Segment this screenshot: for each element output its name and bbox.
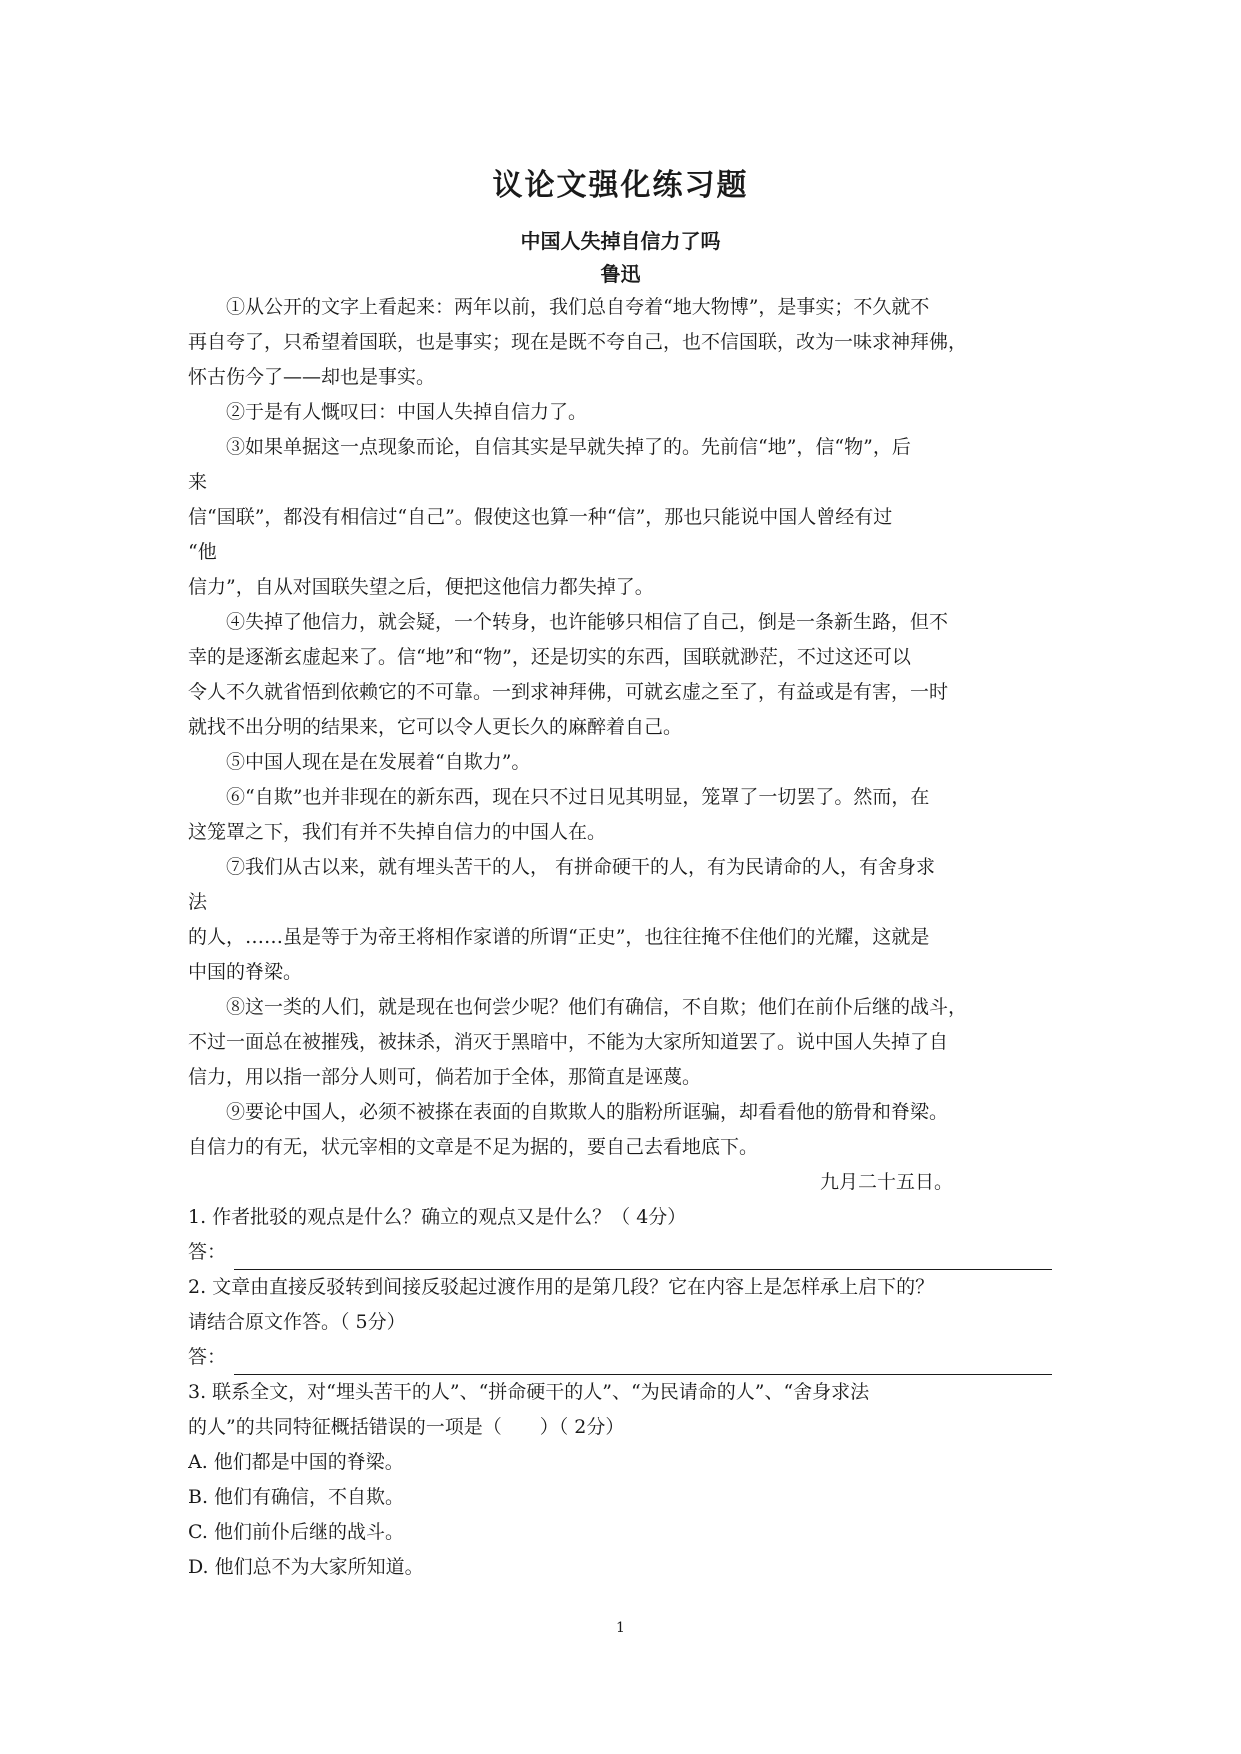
- passage-line: ⑧这一类的人们，就是现在也何尝少呢？他们有确信，不自欺；他们在前仆后继的战斗，: [226, 996, 968, 1018]
- passage-line: 再自夸了，只希望着国联，也是事实；现在是既不夸自己，也不信国联，改为一味求神拜佛，: [188, 331, 968, 353]
- passage-line: ④失掉了他信力，就会疑，一个转身，也许能够只相信了自己，倒是一条新生路，但不: [226, 611, 949, 633]
- answer-line-1: [188, 1235, 1052, 1270]
- passage-line: ⑥“自欺”也并非现在的新东西，现在只不过日见其明显，笼罩了一切罢了。然而，在: [226, 786, 930, 808]
- passage-line: ⑤中国人现在是在发展着“自欺力”。: [226, 751, 531, 773]
- passage-line: 怀古伤今了——却也是事实。: [188, 366, 436, 388]
- answer-label: 答：: [188, 1241, 227, 1263]
- option-c: C. 他们前仆后继的战斗。: [188, 1521, 404, 1543]
- article-author: 鲁迅: [600, 262, 641, 286]
- passage-line: ⑦我们从古以来，就有埋头苦干的人， 有拼命硬干的人，有为民请命的人，有舍身求: [226, 856, 936, 878]
- question-3-line-2: 的人”的共同特征概括错误的一项是（ ）（ 2分）: [188, 1416, 625, 1438]
- page-number: 1: [616, 1620, 625, 1636]
- passage-line: 法: [188, 891, 208, 913]
- passage-line: 自信力的有无，状元宰相的文章是不足为据的，要自己去看地底下。: [188, 1136, 759, 1158]
- passage-line: “他: [188, 541, 217, 563]
- passage-line: 中国的脊梁。: [188, 961, 303, 983]
- passage-line: ⑨要论中国人，必须不被搽在表面的自欺欺人的脂粉所诓骗，却看看他的筋骨和脊梁。: [226, 1101, 949, 1123]
- option-b: B. 他们有确信，不自欺。: [188, 1486, 405, 1508]
- passage-line: 信“国联”，都没有相信过“自己”。假使这也算一种“信”，那也只能说中国人曾经有过: [188, 506, 893, 528]
- passage-line: 这笼罩之下，我们有并不失掉自信力的中国人在。: [188, 821, 607, 843]
- document-body: [188, 290, 1052, 1585]
- passage-line: 来: [188, 471, 208, 493]
- document-title: 议论文强化练习题: [492, 168, 749, 203]
- article-title: 中国人失掉自信力了吗: [520, 229, 721, 253]
- passage-line: 信力，用以指一部分人则可，倘若加于全体，那简直是诬蔑。: [188, 1066, 702, 1088]
- answer-label: 答：: [188, 1346, 227, 1368]
- answer-blank: [234, 1245, 1052, 1270]
- passage-line: 令人不久就省悟到依赖它的不可靠。一到求神拜佛，可就玄虚之至了，有益或是有害，一时: [188, 681, 949, 703]
- passage-line: 不过一面总在被摧残，被抹杀，消灭于黑暗中，不能为大家所知道罢了。说中国人失掉了自: [188, 1031, 949, 1053]
- question-3-line-1: 3. 联系全文，对“埋头苦干的人”、“拼命硬干的人”、“为民请命的人”、“舍身求法: [188, 1381, 870, 1403]
- passage-line: ②于是有人慨叹曰：中国人失掉自信力了。: [226, 401, 588, 423]
- option-a: A. 他们都是中国的脊梁。: [188, 1451, 404, 1473]
- question-2-line-2: 请结合原文作答。（ 5分）: [188, 1311, 406, 1333]
- passage-line: 幸的是逐渐玄虚起来了。信“地”和“物”，还是切实的东西，国联就渺茫，不过这还可以: [188, 646, 911, 668]
- passage-line: ③如果单据这一点现象而论，自信其实是早就失掉了的。先前信“地”，信“物”，后: [226, 436, 911, 458]
- passage-line: 的人，……虽是等于为帝王将相作家谱的所谓“正史”，也往往掩不住他们的光耀，这就是: [188, 926, 930, 948]
- passage-date: 九月二十五日。: [820, 1171, 954, 1193]
- answer-line-2: [188, 1340, 1052, 1375]
- question-2-line-1: 2. 文章由直接反驳转到间接反驳起过渡作用的是第几段？它在内容上是怎样承上启下的？: [188, 1276, 935, 1298]
- passage: [188, 290, 1052, 1165]
- question-1: 1. 作者批驳的观点是什么？确立的观点又是什么？（ 4分）: [188, 1206, 687, 1228]
- answer-blank: [234, 1350, 1052, 1375]
- passage-line: 就找不出分明的结果来，它可以令人更长久的麻醉着自己。: [188, 716, 683, 738]
- passage-line: ①从公开的文字上看起来：两年以前，我们总自夸着“地大物博”，是事实；不久就不: [226, 296, 930, 318]
- passage-line: 信力”，自从对国联失望之后，便把这他信力都失掉了。: [188, 576, 654, 598]
- option-d: D. 他们总不为大家所知道。: [188, 1556, 424, 1578]
